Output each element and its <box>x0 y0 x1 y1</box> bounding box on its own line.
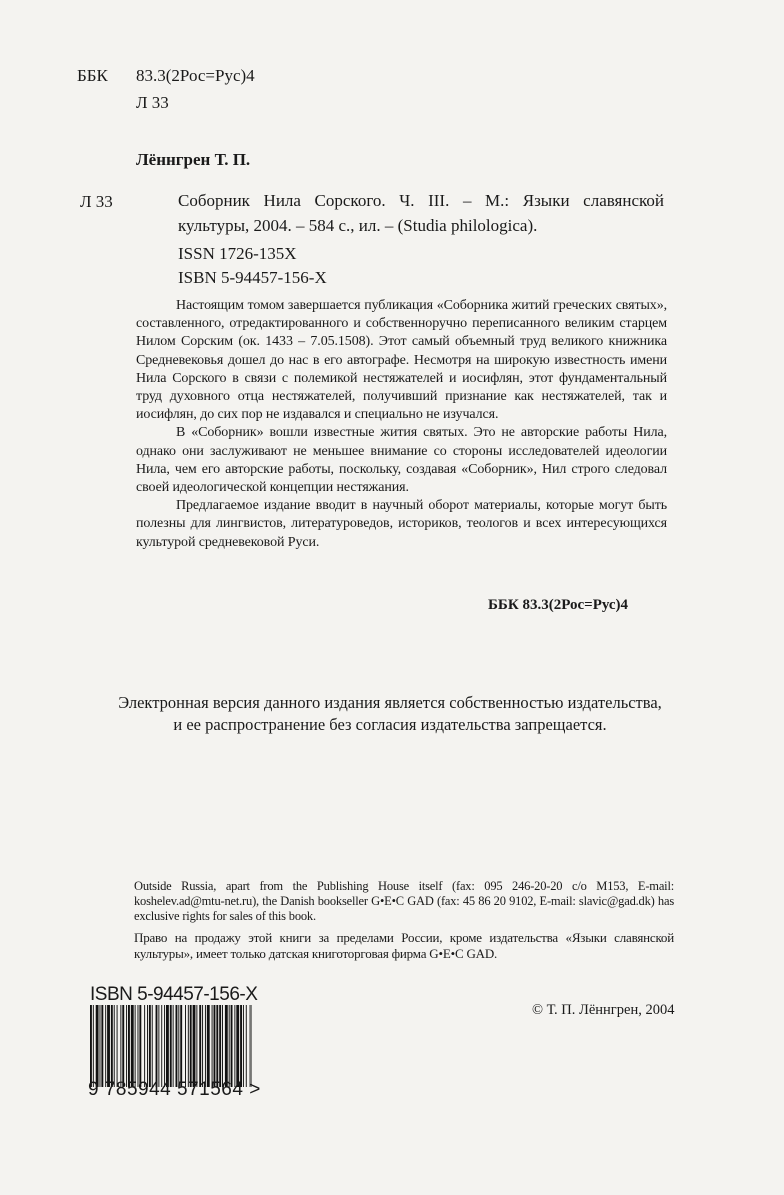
abstract-bbk: ББК 83.3(2Рос=Рус)4 <box>488 597 629 613</box>
barcode-bar <box>101 1005 103 1087</box>
entry-call-number: Л 33 <box>80 192 113 211</box>
barcode-bar <box>90 1005 92 1087</box>
abstract-paragraph-3: Предлагаемое издание вводит в научный оборот материалы, которые могут быть полезны для лингвистов, литературоведов, историков, теологов и всех интересующихся культурой средневековой Руси. <box>136 498 667 550</box>
barcode-bar <box>126 1005 127 1087</box>
barcode-bar <box>170 1005 172 1087</box>
barcode-bar <box>229 1005 230 1087</box>
barcode-bar <box>107 1005 110 1087</box>
barcode-bar <box>222 1005 223 1087</box>
barcode-bar <box>202 1005 203 1087</box>
barcode-bar <box>234 1005 235 1087</box>
barcode-bar <box>128 1005 130 1087</box>
notice-line-2: и ее распространение без согласия издательства запрещается. <box>173 715 607 734</box>
author-name: Лённгрен Т. П. <box>136 150 251 169</box>
barcode-bar <box>149 1005 151 1087</box>
barcode-bar <box>166 1005 169 1087</box>
barcode-bar <box>161 1005 162 1087</box>
barcode-bar <box>120 1005 121 1087</box>
rights-russian: Право на продажу этой книги за пределами России, кроме издательства «Языки славянской культуры», имеет только датская книготорговая фирма G•E•C GAD. <box>134 930 674 961</box>
barcode-bar <box>180 1005 182 1087</box>
barcode-digits: 9 785944 571564 > <box>88 1079 261 1100</box>
barcode-bar <box>144 1005 145 1087</box>
barcode-isbn-label: ISBN 5-94457-156-X <box>90 984 258 1005</box>
isbn: ISBN 5-94457-156-X <box>178 268 327 287</box>
barcode-bar <box>147 1005 148 1087</box>
barcode-bar <box>225 1005 228 1087</box>
barcode-bar <box>93 1005 94 1087</box>
barcode-bar <box>122 1005 124 1087</box>
issn: ISSN 1726-135X <box>178 244 297 263</box>
barcode-bar <box>188 1005 189 1087</box>
barcode-bar <box>105 1005 106 1087</box>
barcode-bar <box>193 1005 196 1087</box>
call-number: Л 33 <box>136 93 169 112</box>
barcode-bar <box>231 1005 233 1087</box>
barcode-bar <box>96 1005 99 1087</box>
barcode-bar <box>178 1005 179 1087</box>
barcode-bar <box>111 1005 113 1087</box>
barcode-bar <box>214 1005 216 1087</box>
barcode-bar <box>212 1005 213 1087</box>
copyright: © Т. П. Лённгрен, 2004 <box>532 1002 675 1018</box>
barcode-bar <box>219 1005 221 1087</box>
barcode-bar <box>100 1005 101 1087</box>
barcode-bar <box>246 1005 247 1087</box>
barcode-bar <box>131 1005 134 1087</box>
barcode-bar <box>176 1005 178 1087</box>
notice-line-1: Электронная версия данного издания является собственностью издательства, <box>118 693 662 712</box>
barcode-bar <box>250 1005 251 1087</box>
barcode-bar <box>252 1005 253 1087</box>
abstract-paragraph-1: Настоящим томом завершается публикация «Соборника житий греческих святых», составленного, отредактированного и собственноручно переписанного великим старцем Нилом Сорским (ок. 1433 – 7.05.1508). Этот самый объемный труд великого книжника Средневековья дошел до нас в его автографе. Несмотря на широкую известность имени Нила Сорского в связи с полемикой нестяжателей и иосифлян, этот фундаментальный труд духовного отца нестяжателей, получивший признание как нестяжателей, так и иосифлян, до сих пор не издавался и специально не изучался. <box>136 298 667 423</box>
barcode <box>90 1005 252 1087</box>
barcode-bar <box>205 1005 206 1087</box>
barcode-bar <box>117 1005 118 1087</box>
barcode-bar <box>139 1005 141 1087</box>
barcode-bar <box>152 1005 153 1087</box>
bbk-label: ББК <box>77 66 108 85</box>
abstract-paragraph-2: В «Соборник» вошли известные жития святых. Это не авторские работы Нила, однако они заслуживают не меньшее внимание со стороны исследователей идеологии Нила, чем его авторские работы, поскольку, создавая «Соборник», Нил строго следовал своей идеологической концепции нестяжания. <box>136 425 667 496</box>
bbk-code: 83.3(2Рос=Рус)4 <box>136 66 255 85</box>
barcode-bar <box>240 1005 242 1087</box>
barcode-bar <box>207 1005 210 1087</box>
barcode-bar <box>135 1005 136 1087</box>
barcode-bar <box>236 1005 239 1087</box>
barcode-bar <box>243 1005 244 1087</box>
barcode-bar <box>158 1005 159 1087</box>
barcode-bar <box>114 1005 115 1087</box>
barcode-bar <box>216 1005 218 1087</box>
barcode-bar <box>173 1005 174 1087</box>
barcode-bar <box>138 1005 139 1087</box>
bibliographic-description: Соборник Нила Сорского. Ч. III. – М.: Языки славянской культуры, 2004. – 584 с., ил. – (Studia philologica). <box>178 191 664 235</box>
barcode-bar <box>199 1005 201 1087</box>
barcode-bar <box>190 1005 192 1087</box>
barcode-bar <box>196 1005 197 1087</box>
rights-english: Outside Russia, apart from the Publishing House itself (fax: 095 246-20-20 c/o M153, E-mail: koshelev.ad@mtu-net.ru), the Danish bookseller G•E•C GAD (fax: 45 86 20 9102, E-mail: slavic@gad.dk) has exclusive rights for sales of this book. <box>134 879 674 923</box>
barcode-bar <box>164 1005 165 1087</box>
barcode-bar <box>156 1005 158 1087</box>
barcode-bar <box>185 1005 186 1087</box>
abstract <box>136 297 667 552</box>
electronic-version-notice <box>50 692 730 736</box>
